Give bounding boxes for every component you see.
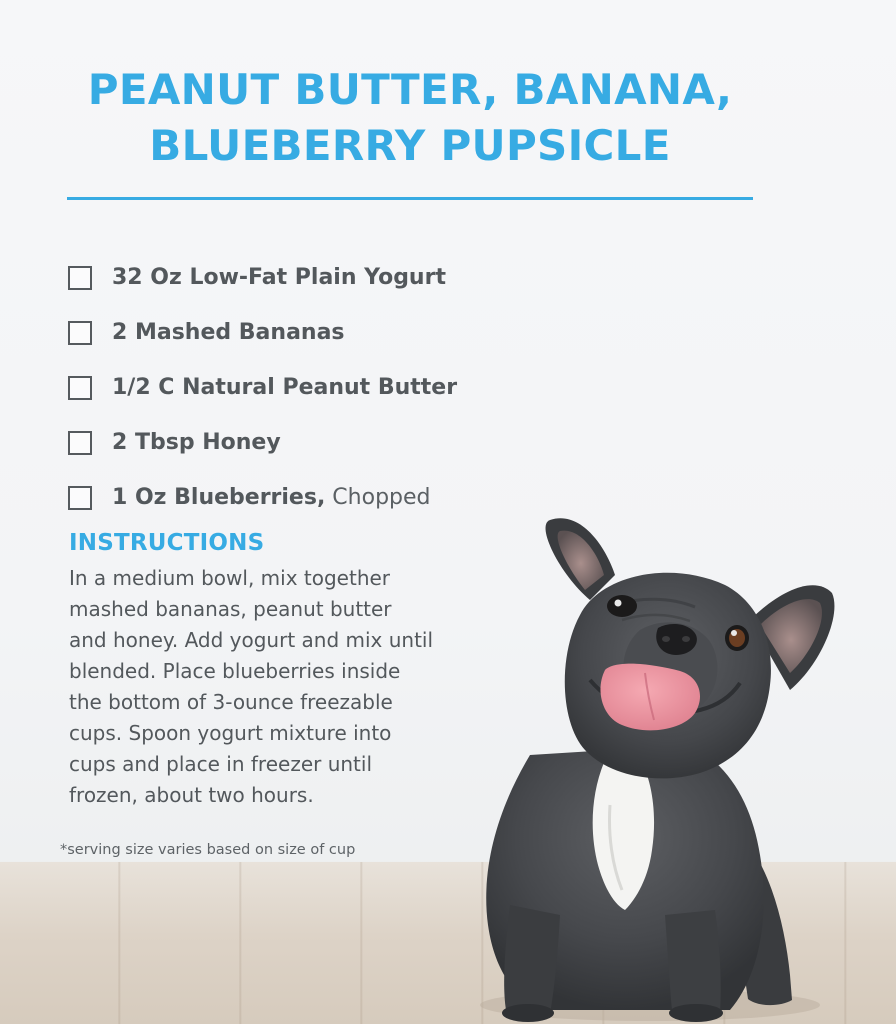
ingredient-item: [68, 470, 457, 525]
ingredient-item: [68, 305, 457, 360]
french-bulldog-photo: [440, 505, 880, 1024]
title-line-2: BLUEBERRY PUPSICLE: [149, 121, 671, 170]
ingredient-checklist: [68, 250, 457, 525]
instructions-line: blended. Place blueberries inside: [69, 659, 401, 683]
ingredient-item: [68, 250, 457, 305]
ingredient-checkbox[interactable]: [68, 431, 92, 455]
ingredient-checkbox[interactable]: [68, 376, 92, 400]
instructions-heading: INSTRUCTIONS: [69, 530, 265, 556]
ingredient-label: 32 Oz Low-Fat Plain Yogurt: [112, 265, 446, 290]
recipe-title: [60, 62, 760, 174]
instructions-line: mashed bananas, peanut butter: [69, 597, 392, 621]
ingredient-label: 1/2 C Natural Peanut Butter: [112, 375, 458, 400]
instructions-line: and honey. Add yogurt and mix until: [69, 628, 434, 652]
instructions-text: [69, 563, 469, 811]
title-line-1: PEANUT BUTTER, BANANA,: [87, 65, 733, 114]
ingredient-label: 1 Oz Blueberries, Chopped: [112, 485, 431, 510]
ingredient-item: [68, 360, 457, 415]
ingredient-checkbox[interactable]: [68, 486, 92, 510]
instructions-line: cups. Spoon yogurt mixture into: [69, 721, 392, 745]
ingredient-label: 2 Tbsp Honey: [112, 430, 281, 455]
instructions-line: In a medium bowl, mix together: [69, 566, 391, 590]
instructions-line: cups and place in freezer until: [69, 752, 373, 776]
ingredient-label: 2 Mashed Bananas: [112, 320, 345, 345]
ingredient-item: [68, 415, 457, 470]
instructions-line: the bottom of 3-ounce freezable: [69, 690, 393, 714]
ingredient-checkbox[interactable]: [68, 321, 92, 345]
title-divider: [67, 197, 753, 200]
ingredient-checkbox[interactable]: [68, 266, 92, 290]
serving-size-footnote: *serving size varies based on size of cup: [60, 842, 356, 858]
instructions-line: frozen, about two hours.: [69, 783, 314, 807]
